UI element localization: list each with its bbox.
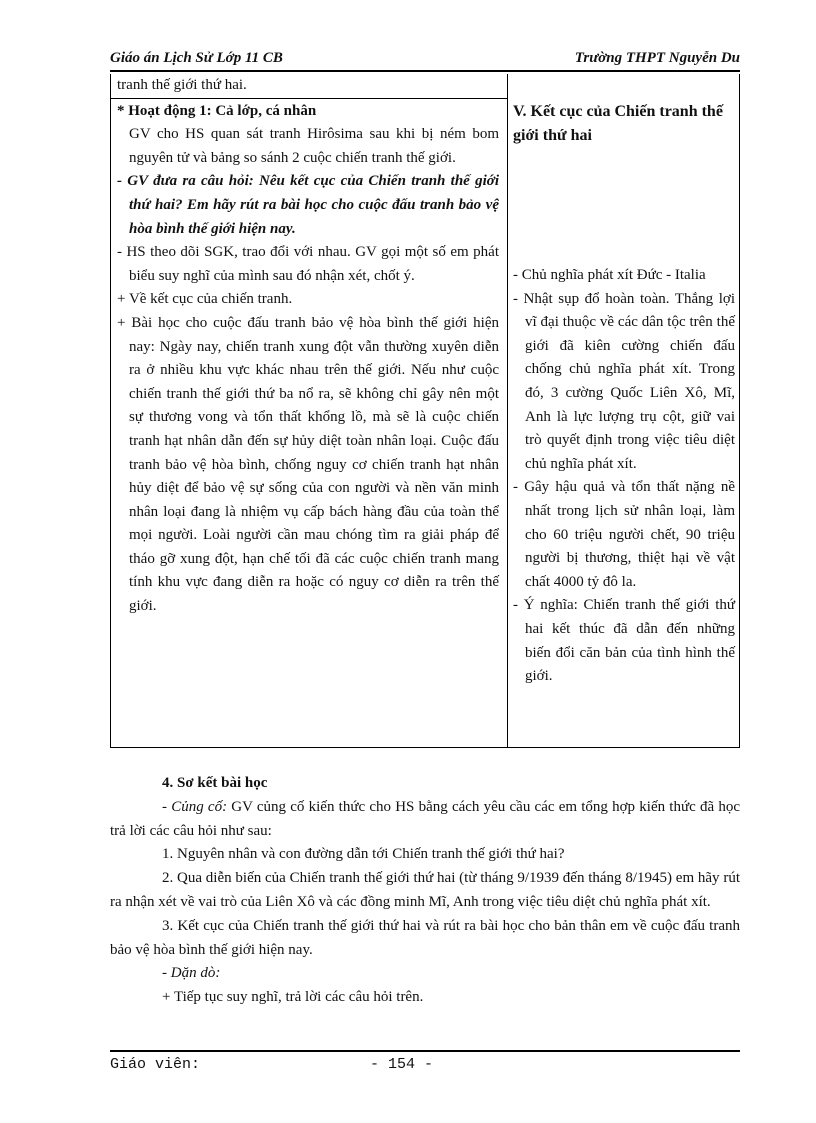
homework-label: - Dặn dò:: [162, 965, 221, 982]
question-1: 1. Nguyên nhân và con đường dẫn tới Chiến tranh thế giới thứ hai?: [162, 846, 565, 863]
summary-heading: 4. Sơ kết bài học: [162, 775, 268, 791]
result-item: - Nhật sụp đổ hoàn toàn. Thắng lợi vĩ đại thuộc về các dân tộc trên thế giới đã kiên cường chiến đấu chống chủ nghĩa phát xít. Trong đó, 3 cường Quốc Liên Xô, Mĩ, Anh là lực lượng trụ cột, giữ vai trò quyết định trong việc tiêu diệt chủ nghĩa phát xít.: [513, 290, 735, 472]
teacher-activity-column: [117, 74, 499, 619]
consolidate-text: GV củng cố kiến thức cho HS bằng cách yêu cầu các em tổng hợp kiến thức đã học trả lời các câu hỏi như sau:: [110, 798, 740, 839]
result-item: - Gây hậu quả và tổn thất nặng nề nhất trong lịch sử nhân loại, làm cho 60 triệu người chết, 90 triệu người bị thương, thiệt hại về vật chất 4000 tỷ đô la.: [513, 479, 735, 590]
page-footer: [110, 1050, 740, 1073]
question-2: 2. Qua diễn biến của Chiến tranh thế giới thứ hai (từ tháng 9/1939 đến tháng 8/1945) em hãy rút ra nhận xét về vai trò của Liên Xô và các đồng minh Mĩ, Anh trong việc tiêu diệt chủ nghĩa phát xít.: [110, 870, 740, 910]
column-divider: [507, 74, 508, 747]
activity-title: * Hoạt động 1: Cả lớp, cá nhân: [117, 102, 317, 119]
footer-author: Giáo viên:: [110, 1056, 201, 1073]
consolidate-label: - Củng cố:: [162, 798, 228, 815]
result-item: - Ý nghĩa: Chiến tranh thế giới thứ hai kết thúc đã dẫn đến những biến đổi căn bản của tình hình thế giới.: [513, 597, 735, 685]
header-school: Trường THPT Nguyễn Du: [574, 50, 740, 66]
question-3: 3. Kết cục của Chiến tranh thế giới thứ hai và rút ra bài học cho bản thân em về cuộc đấu tranh bảo vệ hòa bình thế giới hiện nay.: [110, 917, 740, 958]
gv-intro: GV cho HS quan sát tranh Hirôsima sau khi bị ném bom nguyên tử và bảng so sánh 2 cuộc chiến tranh thế giới.: [129, 126, 499, 166]
consolidate-paragraph: [110, 796, 740, 844]
content-heading-block: [513, 100, 735, 148]
plus-outcome: + Về kết cục của chiến tranh.: [117, 291, 293, 308]
header-subject: Giáo án Lịch Sử Lớp 11 CB: [110, 50, 283, 66]
section-heading: V. Kết cục của Chiến tranh thế giới thứ hai: [513, 103, 723, 144]
hs-followup: - HS theo dõi SGK, trao đổi với nhau. GV gọi một số em phát biểu suy nghĩ của mình sau đó nhận xét, chốt ý.: [117, 244, 499, 284]
question: - GV đưa ra câu hỏi: Nêu kết cục của Chiến tranh thế giới thứ hai? Em hãy rút ra bài học cho cuộc đấu tranh bảo vệ hòa bình thế giới hiện nay.: [117, 173, 499, 237]
plus-lesson: + Bài học cho cuộc đấu tranh bảo vệ hòa bình thế giới hiện nay: Ngày nay, chiến tranh xung đột vẫn thường xuyên diễn ra ở nhiều khu vực khác nhau trên thế giới. Nếu như cuộc chiến tranh thế giới thứ ba nổ ra, sẽ không chỉ gây nên một sự thương vong và tổn thất khổng lồ, mà sẽ là cuộc chiến tranh hạt nhân dẫn đến sự hủy diệt toàn nhân loại. Cuộc đấu tranh bảo vệ hòa bình, chống nguy cơ chiến tranh hạt nhân hủy diệt để bảo vệ sự sống của con người và nền văn minh nhân loại đang là nhiệm vụ cấp bách hàng đầu của toàn thể mọi người. Loài người cần mau chóng tìm ra giải pháp để tháo gỡ xung đột, hạn chế tối đã các cuộc chiến tranh mang tính khu vực đang diễn ra hoặc có nguy cơ diễn ra trên thế giới.: [117, 314, 499, 615]
page-number: - 154 -: [370, 1056, 434, 1073]
lesson-summary: [110, 772, 740, 1010]
page-header: [110, 48, 740, 72]
content-column: [513, 264, 735, 689]
carry-line: tranh thế giới thứ hai.: [117, 77, 247, 93]
lesson-table: [110, 74, 740, 748]
result-item: - Chủ nghĩa phát xít Đức - Italia: [513, 267, 706, 283]
homework-item: + Tiếp tục suy nghĩ, trả lời các câu hỏi trên.: [162, 989, 424, 1006]
